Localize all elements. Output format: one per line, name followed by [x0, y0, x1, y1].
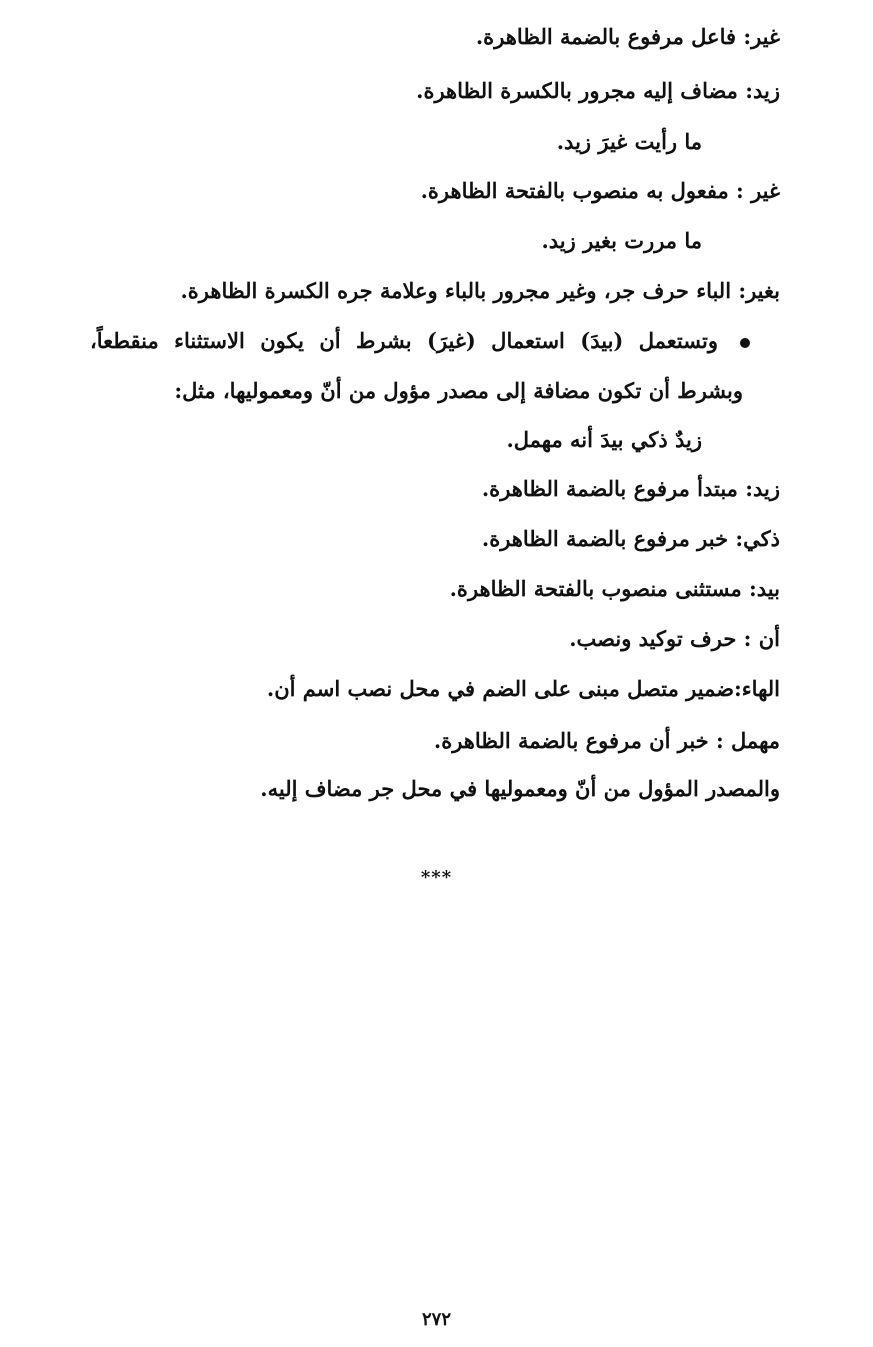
paragraph-continuation: وبشرط أن تكون مضافة إلى مصدر مؤول من أنّ ومعموليها، مثل:	[174, 378, 743, 403]
text-line: ذكي: خبر مرفوع بالضمة الظاهرة.	[481, 526, 780, 551]
text-line: زيد: مبتدأ مرفوع بالضمة الظاهرة.	[481, 476, 780, 501]
example-sentence: ما رأيت غيرَ زيد.	[556, 129, 702, 154]
text-line: زيد: مضاف إليه مجرور بالكسرة الظاهرة.	[416, 78, 780, 103]
bullet-text: وتستعمل (بيدَ) استعمال (غيرَ) بشرط أن يكون الاستثناء منقطعاً،	[90, 328, 718, 353]
example-sentence: ما مررت بغير زيد.	[541, 228, 702, 253]
text-line: بيد: مستثنى منصوب بالفتحة الظاهرة.	[449, 576, 780, 601]
text-line: والمصدر المؤول من أنّ ومعموليها في محل جر مضاف إليه.	[260, 776, 780, 801]
section-separator: ***	[420, 867, 453, 888]
text-line: مهمل : خبر أن مرفوع بالضمة الظاهرة.	[433, 728, 780, 753]
text-line: غير: فاعل مرفوع بالضمة الظاهرة.	[475, 24, 780, 49]
text-line: أن : حرف توكيد ونصب.	[569, 626, 780, 651]
text-line: الهاء:ضمير متصل مبنى على الضم في محل نصب اسم أن.	[266, 676, 780, 701]
page-number: ٢٧٢	[421, 1309, 451, 1330]
bullet-icon	[740, 338, 750, 348]
text-line: غير : مفعول به منصوب بالفتحة الظاهرة.	[420, 178, 780, 203]
text-line: بغير: الباء حرف جر، وغير مجرور بالباء وعلامة جره الكسرة الظاهرة.	[180, 278, 780, 303]
example-sentence: زيدٌ ذكي بيدَ أنه مهمل.	[506, 427, 702, 452]
bullet-paragraph	[90, 326, 780, 356]
